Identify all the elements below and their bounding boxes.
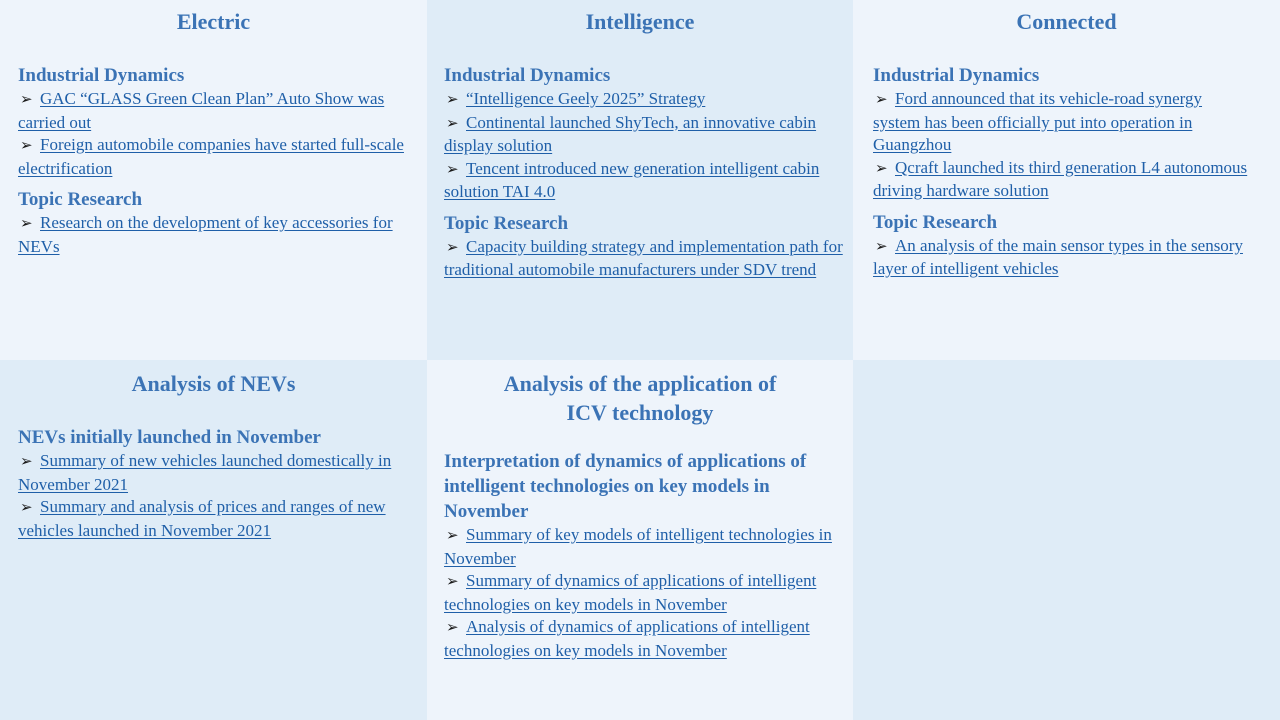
arrow-bullet-icon: ➢ bbox=[20, 500, 33, 516]
arrow-bullet-icon: ➢ bbox=[446, 620, 459, 636]
list-item bbox=[873, 88, 1248, 157]
connected-topic-research-heading: Topic Research bbox=[873, 211, 998, 233]
list-item bbox=[18, 496, 418, 542]
list-item bbox=[444, 88, 844, 112]
icv-panel bbox=[427, 360, 853, 720]
connected-title: Connected bbox=[1016, 9, 1117, 34]
connected-link-qcraft-l4[interactable]: Qcraft launched its third generation L4 autonomous driving hardware solution bbox=[873, 157, 1248, 200]
icv-interpretation-heading: Interpretation of dynamics of applications of intelligent technologies on key models in November bbox=[444, 451, 807, 522]
intelligence-link-continental-shytech[interactable]: Continental launched ShyTech, an innovative cabin display solution bbox=[444, 112, 817, 155]
arrow-bullet-icon: ➢ bbox=[20, 216, 33, 232]
arrow-bullet-icon: ➢ bbox=[446, 161, 459, 178]
intelligence-industrial-dynamics-heading: Industrial Dynamics bbox=[444, 65, 611, 86]
nevs-title: Analysis of NEVs bbox=[131, 371, 296, 396]
arrow-bullet-icon: ➢ bbox=[20, 138, 33, 154]
list-item bbox=[873, 235, 1248, 281]
nevs-launched-heading: NEVs initially launched in November bbox=[18, 427, 321, 448]
list-item bbox=[444, 570, 844, 616]
connected-link-sensor-types[interactable]: An analysis of the main sensor types in the sensory layer of intelligent vehicles bbox=[873, 235, 1243, 278]
arrow-bullet-icon: ➢ bbox=[875, 160, 888, 177]
electric-link-gac-auto-show[interactable]: GAC “GLASS Green Clean Plan” Auto Show was carried out bbox=[18, 89, 385, 132]
arrow-bullet-icon: ➢ bbox=[875, 92, 888, 108]
nevs-panel bbox=[0, 360, 427, 720]
nevs-link-prices-ranges[interactable]: Summary and analysis of prices and ranges of new vehicles launched in November 2021 bbox=[18, 497, 386, 540]
arrow-bullet-icon: ➢ bbox=[20, 454, 33, 470]
list-item bbox=[873, 157, 1248, 203]
arrow-bullet-icon: ➢ bbox=[446, 92, 459, 108]
list-item bbox=[444, 112, 844, 158]
list-item bbox=[444, 236, 844, 282]
arrow-bullet-icon: ➢ bbox=[446, 115, 459, 132]
nevs-link-summary-new-vehicles[interactable]: Summary of new vehicles launched domestically in November 2021 bbox=[18, 451, 392, 494]
list-item bbox=[18, 450, 418, 496]
list-item bbox=[18, 134, 418, 180]
electric-title: Electric bbox=[176, 9, 251, 34]
electric-link-key-accessories[interactable]: Research on the development of key accessories for NEVs bbox=[18, 213, 393, 256]
list-item bbox=[444, 158, 844, 204]
electric-industrial-dynamics-heading: Industrial Dynamics bbox=[18, 65, 185, 86]
intelligence-link-tencent-tai[interactable]: Tencent introduced new generation intelligent cabin solution TAI 4.0 bbox=[444, 158, 820, 201]
arrow-bullet-icon: ➢ bbox=[20, 92, 33, 108]
icv-link-dynamics-summary[interactable]: Summary of dynamics of applications of intelligent technologies on key models in November bbox=[444, 571, 817, 614]
arrow-bullet-icon: ➢ bbox=[446, 528, 459, 544]
connected-panel bbox=[853, 0, 1280, 360]
empty-panel bbox=[853, 360, 1280, 720]
intelligence-title: Intelligence bbox=[585, 9, 695, 34]
electric-link-foreign-electrification[interactable]: Foreign automobile companies have started full-scale electrification bbox=[18, 135, 404, 178]
list-item bbox=[444, 524, 844, 570]
arrow-bullet-icon: ➢ bbox=[875, 238, 888, 255]
icv-title-line2: ICV technology bbox=[566, 400, 714, 425]
connected-industrial-dynamics-heading: Industrial Dynamics bbox=[873, 65, 1040, 86]
list-item bbox=[444, 616, 844, 662]
icv-title-line1: Analysis of the application of bbox=[503, 371, 777, 396]
icv-link-key-models-summary[interactable]: Summary of key models of intelligent technologies in November bbox=[444, 525, 832, 568]
connected-link-ford-synergy[interactable]: Ford announced that its vehicle-road synergy system has been officially put into operation in Guangzhou bbox=[873, 89, 1203, 154]
icv-title bbox=[427, 369, 853, 427]
list-item bbox=[18, 212, 418, 258]
intelligence-panel bbox=[427, 0, 853, 360]
arrow-bullet-icon: ➢ bbox=[446, 574, 459, 590]
icv-link-dynamics-analysis[interactable]: Analysis of dynamics of applications of intelligent technologies on key models in November bbox=[444, 617, 810, 660]
arrow-bullet-icon: ➢ bbox=[446, 239, 459, 256]
electric-topic-research-heading: Topic Research bbox=[18, 189, 143, 210]
intelligence-topic-research-heading: Topic Research bbox=[444, 212, 569, 234]
intelligence-link-geely-2025[interactable]: “Intelligence Geely 2025” Strategy bbox=[466, 89, 706, 108]
electric-panel bbox=[0, 0, 427, 360]
intelligence-link-sdv-strategy[interactable]: Capacity building strategy and implementation path for traditional automobile manufacturers under SDV trend bbox=[444, 236, 843, 279]
list-item bbox=[18, 88, 418, 134]
